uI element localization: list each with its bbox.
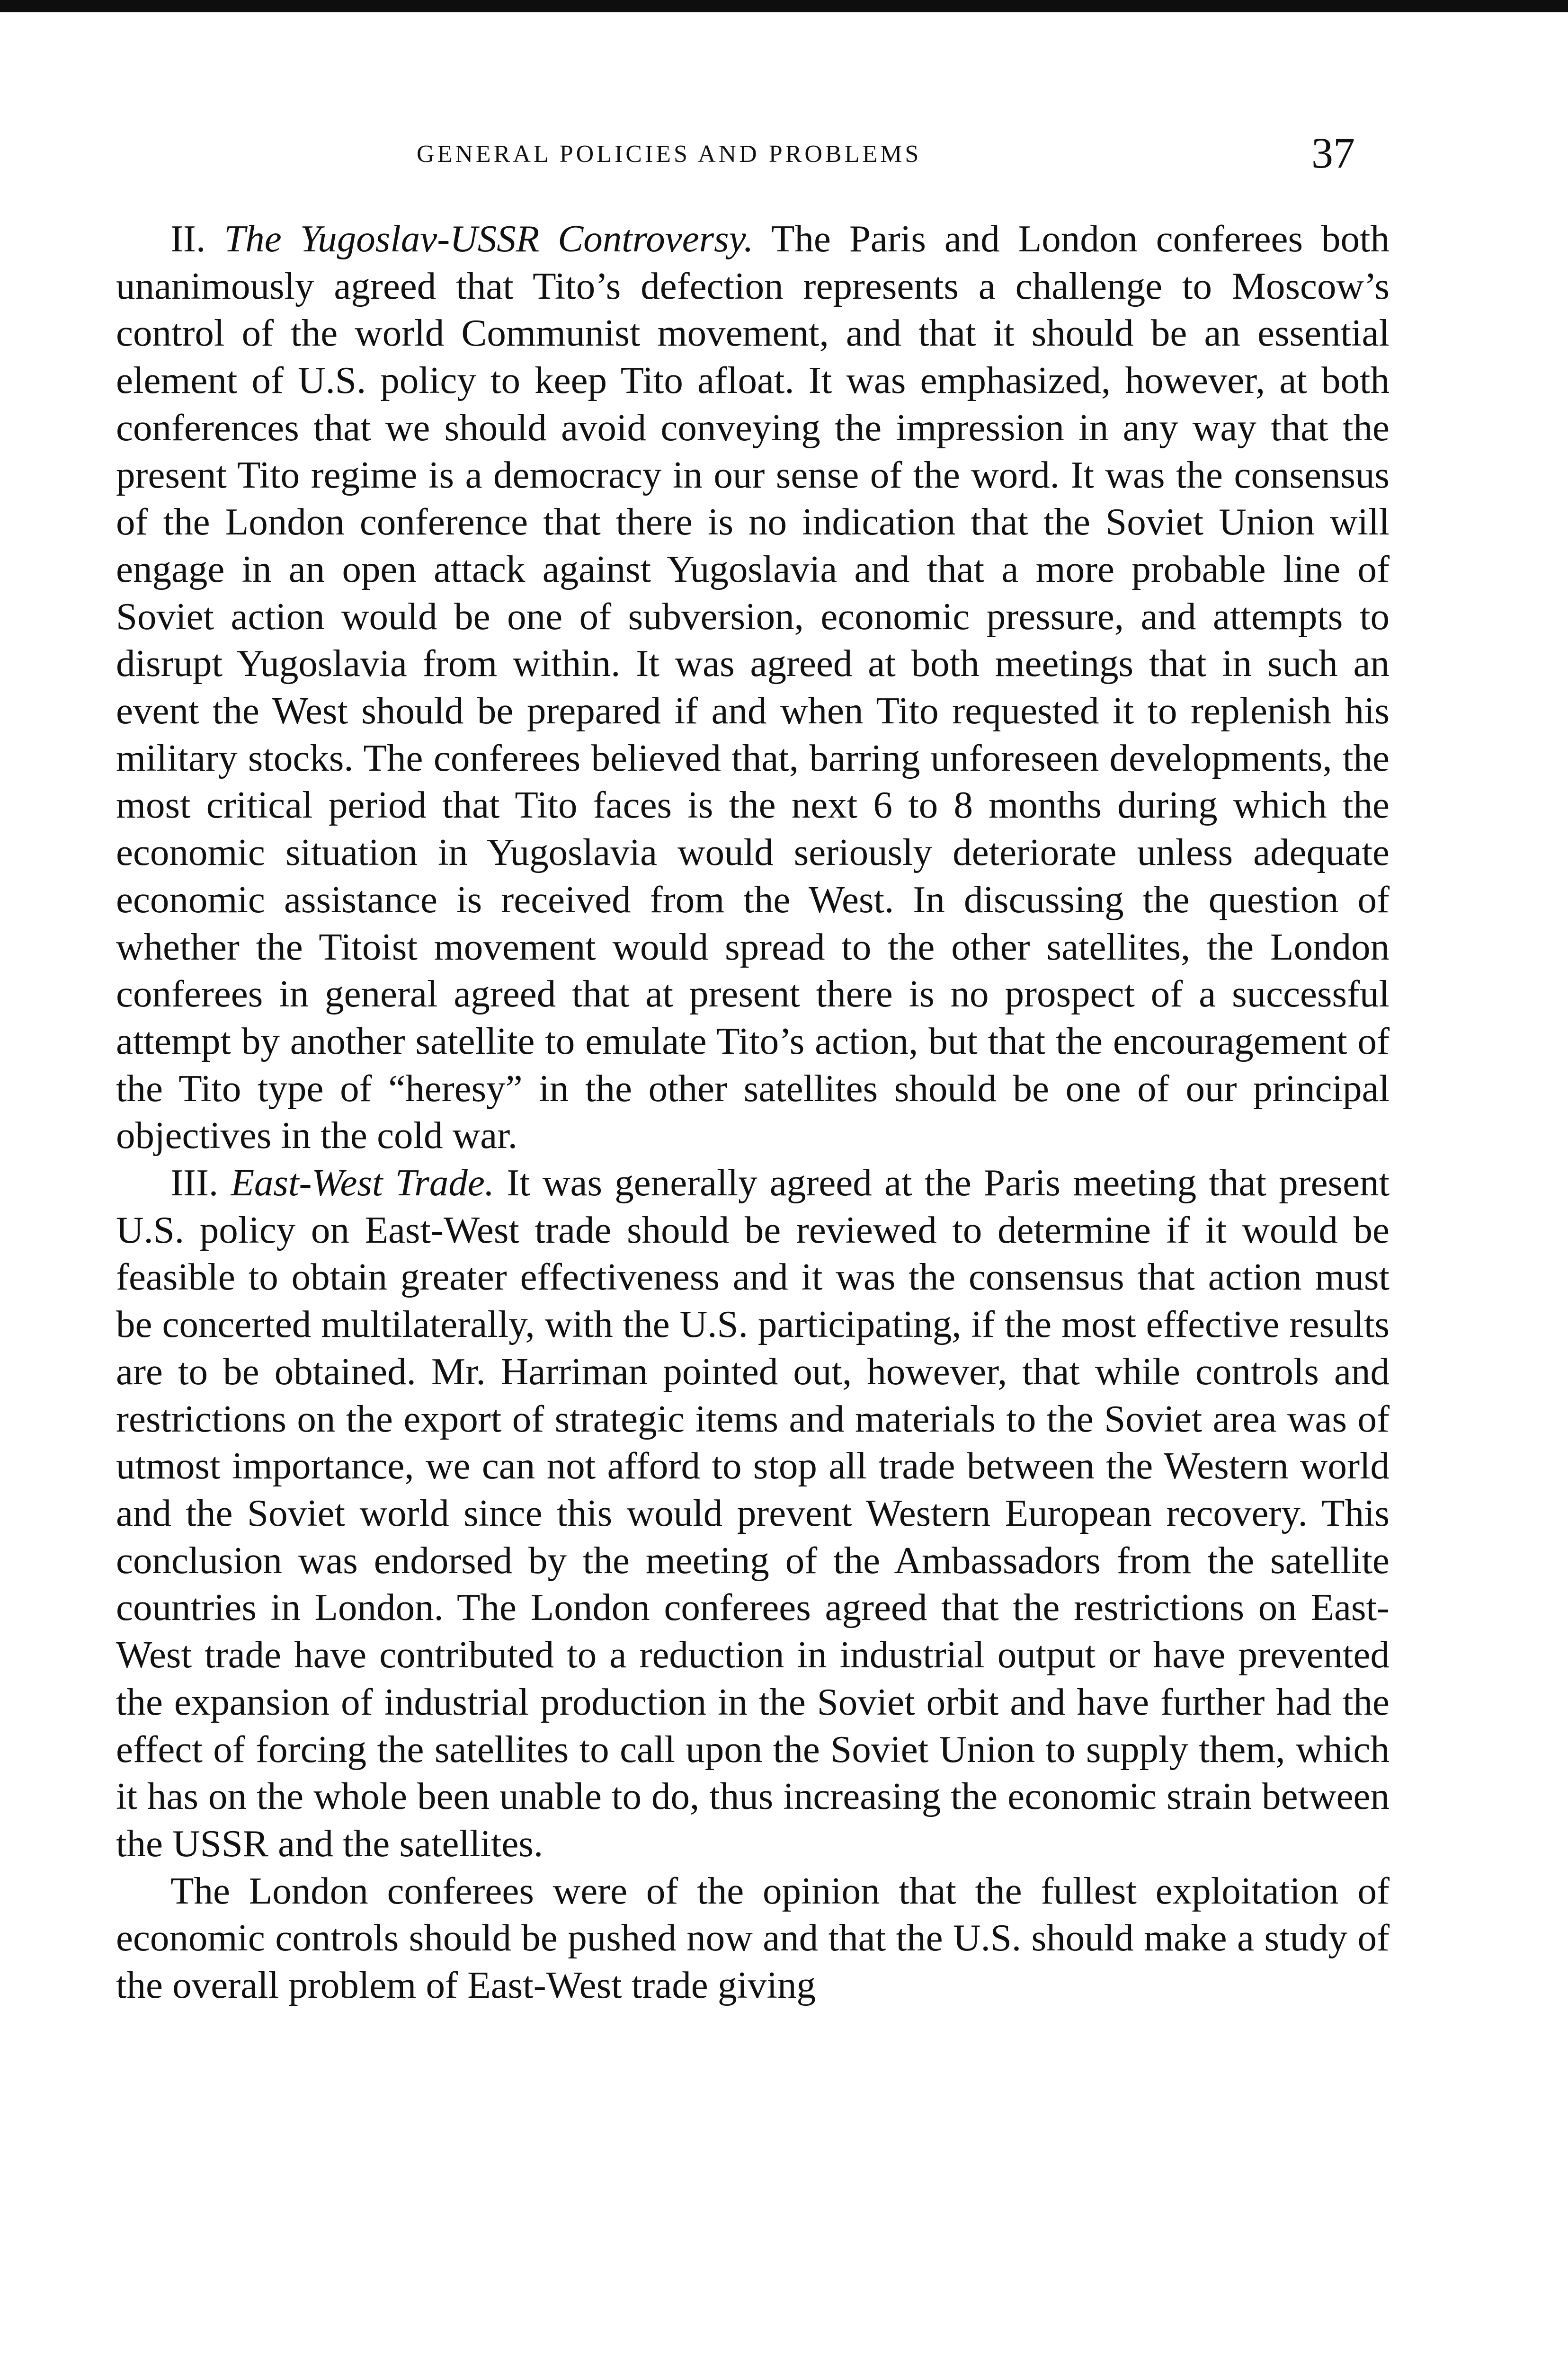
- section-title: The Yugoslav-USSR Controversy.: [224, 217, 754, 260]
- page-number: 37: [1311, 129, 1355, 177]
- body-text: [116, 215, 1390, 2009]
- paragraph-yugoslav-ussr: [116, 215, 1390, 1159]
- paragraph-closing: The London conferees were of the opinion that the fullest exploitation of economic controls should be pushed now and that the U.S. should make a study of the overall problem of East-West trade giving: [116, 1869, 1390, 2007]
- paragraph-east-west-trade: [116, 1159, 1390, 1868]
- section-text: The Paris and London conferees both unanimously agreed that Tito’s defection represents a challenge to Moscow’s control of the world Communist movement, and that it should be an essential element of U.S. policy to keep Tito afloat. It was emphasized, however, at both conferences that we should avoid conveying the impression in any way that the present Tito regime is a democracy in our sense of the word. It was the consensus of the London conference that there is no indication that the Soviet Union will engage in an open attack against Yugoslavia and that a more probable line of Soviet action would be one of subversion, economic pressure, and attempts to disrupt Yugoslavia from within. It was agreed at both meetings that in such an event the West should be prepared if and when Tito requested it to replenish his military stocks. The conferees believed that, barring unforeseen developments, the most critical period that Tito faces is the next 6 to 8 months during which the economic situation in Yugoslavia would seriously deteriorate unless adequate economic assistance is received from the West. In discussing the question of whether the Titoist movement would spread to the other satellites, the London conferees in general agreed that at present there is no prospect of a successful attempt by another satellite to emulate Tito’s action, but that the encouragement of the Tito type of “heresy” in the other satellites should be one of our principal objectives in the cold war.: [116, 217, 1390, 1157]
- section-numeral: III.: [170, 1161, 219, 1204]
- section-title: East-West Trade.: [231, 1161, 495, 1204]
- running-head: GENERAL POLICIES AND PROBLEMS: [417, 141, 922, 168]
- section-numeral: II.: [170, 217, 206, 260]
- page-header: [0, 128, 1568, 185]
- section-text: It was generally agreed at the Paris meeting that present U.S. policy on East-West trade should be reviewed to determine if it would be feasible to obtain greater effectiveness and it was the consensus that action must be concerted multilaterally, with the U.S. participating, if the most effective results are to be obtained. Mr. Harriman pointed out, however, that while controls and restrictions on the export of strategic items and materials to the Soviet area was of utmost importance, we can not afford to stop all trade between the Western world and the Soviet world since this would prevent Western European recovery. This conclusion was endorsed by the meeting of the Ambassadors from the satellite countries in London. The London conferees agreed that the restrictions on East-West trade have contributed to a reduction in industrial output or have prevented the expansion of industrial production in the Soviet orbit and have further had the effect of forcing the satellites to call upon the Soviet Union to supply them, which it has on the whole been unable to do, thus increasing the economic strain between the USSR and the satellites.: [116, 1161, 1390, 1865]
- top-border-rule: [0, 0, 1568, 12]
